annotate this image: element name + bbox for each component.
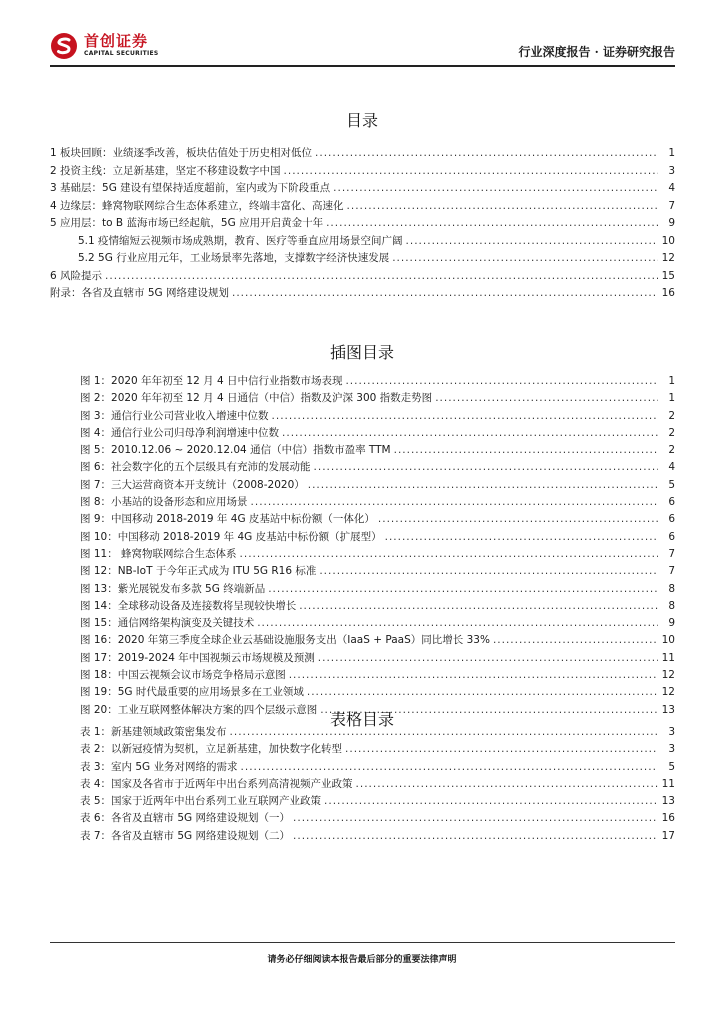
table-entry[interactable] [50,810,675,827]
figure-entry[interactable] [50,615,675,632]
dot-leader [406,233,658,251]
dot-leader [251,494,658,511]
toc-entry-label: 3 基础层：5G 建设有望保持适度超前，室内或为下阶段重点 [50,182,331,194]
table-entry[interactable] [50,724,675,741]
figure-entry-page-number: 2 [668,426,675,439]
page-header [50,30,675,70]
dot-leader [272,408,658,425]
dot-leader [318,650,658,667]
toc-entry-label: 5.2 5G 行业应用元年，工业场景率先落地，支撑数字经济快速发展 [78,252,390,264]
table-entry-label: 表 7：各省及直辖市 5G 网络建设规划（二） [80,829,291,842]
figure-entry[interactable] [50,563,675,580]
figure-entry-page-number: 1 [668,392,675,405]
dot-leader [230,724,658,741]
dot-leader [268,581,658,598]
figure-entry-page-number: 13 [661,703,675,716]
figure-entry-page-number: 2 [668,444,675,457]
dot-leader [435,390,658,407]
table-entry-label: 表 3：室内 5G 业务对网络的需求 [80,760,238,773]
dot-leader [314,459,658,476]
dot-leader [293,828,658,845]
dot-leader [240,546,658,563]
figure-entry-page-number: 9 [668,617,675,630]
figure-entry[interactable] [50,667,675,684]
figure-entry[interactable] [50,459,675,476]
dot-leader [307,684,658,701]
figures-title: 插图目录 [329,343,394,362]
toc-entry[interactable] [50,268,675,286]
figure-entry[interactable] [50,632,675,649]
toc-entry-label: 6 风险提示 [50,269,103,282]
toc-entry-page-number: 4 [668,182,675,194]
toc-entry-page-number: 15 [661,269,675,282]
toc-entry[interactable] [50,145,675,163]
toc-list [50,145,675,303]
dot-leader [356,776,658,793]
table-entry-page-number: 3 [668,743,675,756]
dot-leader [105,268,658,286]
figure-entry-label: 图 1：2020 年年初至 12 月 4 日中信行业指数市场表现 [80,375,343,387]
table-entry-label: 表 5：国家于近两年中出台系列工业互联网产业政策 [80,795,322,808]
dot-leader [257,615,658,632]
figure-entry-label: 图 7：三大运营商资本开支统计（2008-2020） [80,478,305,491]
figure-entry-label: 图 15：通信网络架构演变及关键技术 [80,617,255,630]
figure-entry-label: 图 16：2020 年第三季度全球企业云基础设施服务支出（IaaS + PaaS）同比增长 33% [80,634,490,647]
figure-entry[interactable] [50,511,675,528]
toc-entry[interactable] [50,215,675,233]
figure-entry-label: 图 4：通信行业公司归母净利润增速中位数 [80,426,280,439]
brand-name-cn: 首创证券 [84,32,149,50]
figure-entry[interactable] [50,442,675,459]
table-entry-page-number: 11 [661,777,675,790]
figure-entry[interactable] [50,494,675,511]
figure-entry[interactable] [50,390,675,407]
document-type-label: 行业深度报告 · 证券研究报告 [518,45,675,59]
brand-logo [50,32,159,60]
table-entry-page-number: 16 [661,812,675,825]
table-entry[interactable] [50,828,675,845]
toc-entry-page-number: 12 [661,252,675,264]
dot-leader [345,741,658,758]
toc-entry-label: 附录：各省及直辖市 5G 网络建设规划 [50,287,229,299]
toc-entry-label: 4 边缘层：蜂窝物联网综合生态体系建立，终端丰富化、高速化 [50,199,344,212]
figure-entry-label: 图 19：5G 时代最重要的应用场景多在工业领域 [80,686,304,699]
toc-title: 目录 [345,111,378,130]
header-divider [50,65,675,67]
figure-entry[interactable] [50,581,675,598]
figure-entry-page-number: 12 [661,686,675,699]
figure-entry-page-number: 8 [668,599,675,612]
figure-entry-label: 图 6：社会数字化的五个层级具有充沛的发展动能 [80,461,311,474]
figure-entry-label: 图 10：中国移动 2018-2019 年 4G 皮基站中标份额（扩展型） [80,530,382,543]
figure-entry-page-number: 8 [668,582,675,595]
toc-entry-page-number: 7 [668,199,675,212]
footer-divider [50,942,675,943]
tables-list [50,724,675,845]
figure-entry-label: 图 2：2020 年年初至 12 月 4 日通信（中信）指数及沪深 300 指数走势图 [80,392,433,405]
table-entry-label: 表 6：各省及直辖市 5G 网络建设规划（一） [80,812,291,825]
figure-entry[interactable] [50,529,675,546]
toc-entry-page-number: 10 [661,234,675,247]
figure-entry[interactable] [50,598,675,615]
figure-entry-label: 图 5：2010.12.06 ~ 2020.12.04 通信（中信）指数市盈率 TTM [80,444,391,457]
toc-entry-label: 5 应用层：to B 蓝海市场已经起航，5G 应用开启黄金十年 [50,217,324,229]
dot-leader [333,180,658,198]
toc-entry-page-number: 1 [668,147,675,159]
figure-entry-label: 图 20：工业互联网整体解决方案的四个层级示意图 [80,703,318,716]
figure-entry[interactable] [50,546,675,563]
toc-entry[interactable] [50,198,675,216]
figure-entry[interactable] [50,425,675,442]
table-entry-page-number: 17 [661,829,675,842]
figure-entry-page-number: 6 [668,496,675,509]
legal-notice: 请务必仔细阅读本报告最后部分的重要法律声明 [267,955,457,965]
toc-entry-label: 5.1 疫情缩短云视频市场成熟期，教育、医疗等垂直应用场景空间广阔 [78,234,403,247]
figure-entry-label: 图 8：小基站的设备形态和应用场景 [80,496,248,509]
capital-securities-logo-icon [50,32,78,60]
figure-entry-page-number: 1 [668,375,675,387]
figure-entry-label: 图 3：通信行业公司营业收入增速中位数 [80,409,269,422]
figure-entry-page-number: 7 [668,547,675,560]
table-entry-label: 表 2：以新冠疫情为契机，立足新基建，加快数字化转型 [80,743,343,756]
figure-entry-page-number: 4 [668,461,675,474]
brand-name-en: CAPITAL SECURITIES [84,50,159,57]
figure-entry[interactable] [50,373,675,390]
toc-entry-label: 2 投资主线：立足新基建，坚定不移建设数字中国 [50,164,281,177]
dot-leader [392,250,658,268]
dot-leader [293,810,658,827]
figure-entry[interactable] [50,477,675,494]
table-entry-page-number: 13 [661,795,675,808]
dot-leader [378,511,658,528]
table-entry[interactable] [50,741,675,758]
figure-entry-page-number: 10 [661,634,675,647]
dot-leader [284,163,658,181]
figure-entry-label: 图 14：全球移动设备及连接数将呈现较快增长 [80,599,297,612]
figure-entry-page-number: 5 [668,478,675,491]
figure-entry[interactable] [50,684,675,701]
figure-entry-label: 图 9：中国移动 2018-2019 年 4G 皮基站中标份额（一体化） [80,513,375,526]
dot-leader [315,145,658,163]
figure-entry-page-number: 2 [668,409,675,422]
figure-entry-page-number: 12 [661,669,675,682]
figure-entry-page-number: 11 [661,651,675,664]
table-entry-page-number: 3 [668,726,675,738]
figure-entry-label: 图 11： 蜂窝物联网综合生态体系 [80,547,237,560]
toc-entry[interactable] [50,285,675,303]
table-entry-page-number: 5 [668,760,675,773]
dot-leader [232,285,658,303]
toc-entry[interactable] [50,180,675,198]
figures-list [50,373,675,719]
dot-leader [241,759,658,776]
dot-leader [385,529,658,546]
dot-leader [282,425,658,442]
table-entry-label: 表 1：新基建领域政策密集发布 [80,726,227,738]
figure-entry-label: 图 17：2019-2024 年中国视频云市场规模及预测 [80,651,315,664]
dot-leader [394,442,658,459]
toc-entry-page-number: 9 [668,217,675,229]
dot-leader [289,667,658,684]
figure-entry-label: 图 18：中国云视频会议市场竞争格局示意图 [80,669,286,682]
dot-leader [347,198,658,216]
figure-entry-label: 图 13：紫光展锐发布多款 5G 终端新品 [80,582,266,595]
figure-entry-page-number: 7 [668,565,675,578]
figure-entry-label: 图 12：NB-IoT 于今年正式成为 ITU 5G R16 标准 [80,565,317,578]
dot-leader [308,477,658,494]
figure-entry-page-number: 6 [668,530,675,543]
toc-entry-label: 1 板块回顾：业绩逐季改善，板块估值处于历史相对低位 [50,147,313,159]
toc-entry[interactable] [50,250,675,268]
toc-entry-page-number: 3 [668,164,675,177]
table-entry[interactable] [50,793,675,810]
toc-entry[interactable] [50,163,675,181]
table-entry[interactable] [50,759,675,776]
toc-entry-page-number: 16 [661,287,675,299]
table-entry-label: 表 4：国家及各省市于近两年中出台系列高清视频产业政策 [80,777,353,790]
dot-leader [493,632,658,649]
figure-entry-page-number: 6 [668,513,675,526]
dot-leader [319,563,658,580]
figure-entry[interactable] [50,408,675,425]
table-entry[interactable] [50,776,675,793]
figure-entry[interactable] [50,650,675,667]
dot-leader [345,373,658,390]
dot-leader [299,598,658,615]
toc-entry[interactable] [50,233,675,251]
dot-leader [326,215,658,233]
dot-leader [324,793,658,810]
tables-title: 表格目录 [329,710,394,729]
